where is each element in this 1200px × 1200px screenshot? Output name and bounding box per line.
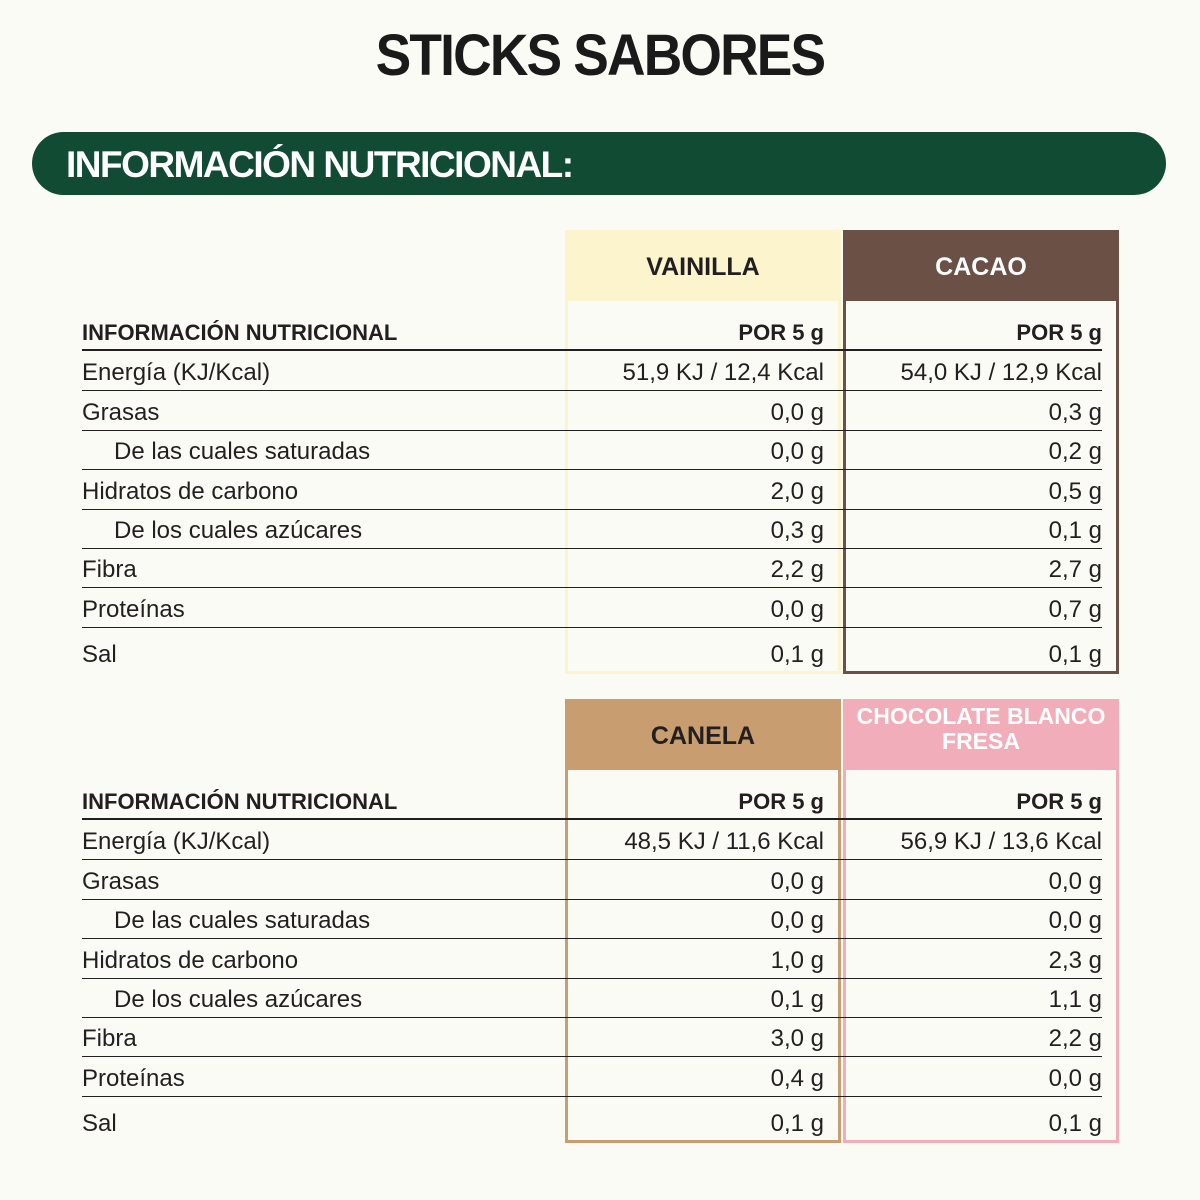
page-title: STICKS SABORES — [375, 23, 825, 88]
nutrient-value: 0,4 g — [770, 1064, 824, 1092]
table-row — [82, 469, 1102, 509]
nutrient-value: 0,0 g — [770, 867, 824, 895]
nutrient-label: Sal — [82, 641, 117, 669]
nutrient-label: Grasas — [82, 867, 160, 895]
table-row — [82, 899, 1102, 939]
table-row — [82, 820, 1102, 860]
nutrient-label: De los cuales azúcares — [114, 985, 363, 1013]
nutrient-label: Hidratos de carbono — [82, 946, 299, 974]
nutrient-value: 0,1 g — [770, 1110, 824, 1138]
header-label: INFORMACIÓN NUTRICIONAL — [82, 789, 398, 814]
nutrient-value: 0,5 g — [1048, 477, 1102, 505]
table-row — [82, 430, 1102, 470]
table-row — [82, 548, 1102, 588]
banner-title: INFORMACIÓN NUTRICIONAL: — [66, 144, 573, 185]
nutrient-value: 0,0 g — [770, 438, 824, 466]
nutrient-value: 0,1 g — [770, 641, 824, 669]
table-header-row — [82, 783, 1102, 820]
nutrient-value: 0,7 g — [1048, 595, 1102, 623]
nutrient-label: De las cuales saturadas — [114, 438, 371, 466]
nutrient-value: 1,0 g — [770, 946, 824, 974]
header-unit: POR 5 g — [738, 789, 824, 814]
flavor-header-vainilla: VAINILLA — [568, 233, 838, 301]
nutrition-table-2 — [0, 699, 1200, 1149]
nutrient-value: 0,0 g — [770, 398, 824, 426]
nutrient-label: Fibra — [82, 556, 137, 584]
nutrient-value: 0,1 g — [1048, 641, 1102, 669]
nutrient-value: 2,2 g — [1048, 1025, 1102, 1053]
table-row — [82, 509, 1102, 549]
nutrient-value: 0,1 g — [1048, 516, 1102, 544]
nutrient-value: 0,0 g — [770, 595, 824, 623]
nutrient-value: 48,5 KJ / 11,6 Kcal — [624, 828, 824, 856]
nutrient-value: 2,7 g — [1048, 556, 1102, 584]
table-row — [82, 627, 1102, 672]
nutrient-value: 2,2 g — [770, 556, 824, 584]
nutrient-label: Energía (KJ/Kcal) — [82, 828, 271, 856]
nutrient-value: 0,3 g — [1048, 398, 1102, 426]
table-row — [82, 1056, 1102, 1096]
nutrient-value: 0,0 g — [1048, 907, 1102, 935]
nutrient-label: De las cuales saturadas — [114, 907, 371, 935]
flavor-header-canela: CANELA — [568, 702, 838, 770]
nutrient-value: 2,0 g — [770, 477, 824, 505]
nutrient-label: Proteínas — [82, 595, 185, 623]
nutrient-value: 0,0 g — [1048, 1064, 1102, 1092]
table-header-row — [82, 314, 1102, 351]
nutrient-value: 0,3 g — [770, 516, 824, 544]
nutrient-value: 56,9 KJ / 13,6 Kcal — [900, 828, 1102, 856]
flavor-header-chocolate-blanco-fresa: CHOCOLATE BLANCO FRESA — [846, 702, 1116, 770]
table-row — [82, 1017, 1102, 1057]
table-row — [82, 351, 1102, 391]
nutrient-value: 54,0 KJ / 12,9 Kcal — [900, 359, 1102, 387]
nutrient-label: Fibra — [82, 1025, 137, 1053]
table-row — [82, 978, 1102, 1018]
table-row — [82, 390, 1102, 430]
flavor-header-cacao: CACAO — [846, 233, 1116, 301]
nutrient-value: 1,1 g — [1048, 985, 1102, 1013]
nutrient-value: 0,1 g — [1048, 1110, 1102, 1138]
nutrient-value: 0,2 g — [1048, 438, 1102, 466]
nutrient-label: Grasas — [82, 398, 160, 426]
nutrient-value: 2,3 g — [1048, 946, 1102, 974]
nutrient-label: Proteínas — [82, 1064, 185, 1092]
header-unit: POR 5 g — [738, 320, 824, 345]
table-row — [82, 938, 1102, 978]
nutrient-label: Sal — [82, 1110, 117, 1138]
nutrient-value: 51,9 KJ / 12,4 Kcal — [622, 359, 824, 387]
header-label: INFORMACIÓN NUTRICIONAL — [82, 320, 398, 345]
nutrient-value: 0,1 g — [770, 985, 824, 1013]
nutrient-value: 0,0 g — [1048, 867, 1102, 895]
nutrition-table-1 — [0, 230, 1200, 680]
section-banner — [32, 132, 1166, 195]
table-row — [82, 587, 1102, 627]
header-unit: POR 5 g — [1016, 320, 1102, 345]
nutrient-value: 0,0 g — [770, 907, 824, 935]
nutrient-value: 3,0 g — [770, 1025, 824, 1053]
nutrient-label: Energía (KJ/Kcal) — [82, 359, 271, 387]
table-row — [82, 1096, 1102, 1141]
header-unit: POR 5 g — [1016, 789, 1102, 814]
table-row — [82, 859, 1102, 899]
nutrient-label: De los cuales azúcares — [114, 516, 363, 544]
nutrient-label: Hidratos de carbono — [82, 477, 299, 505]
